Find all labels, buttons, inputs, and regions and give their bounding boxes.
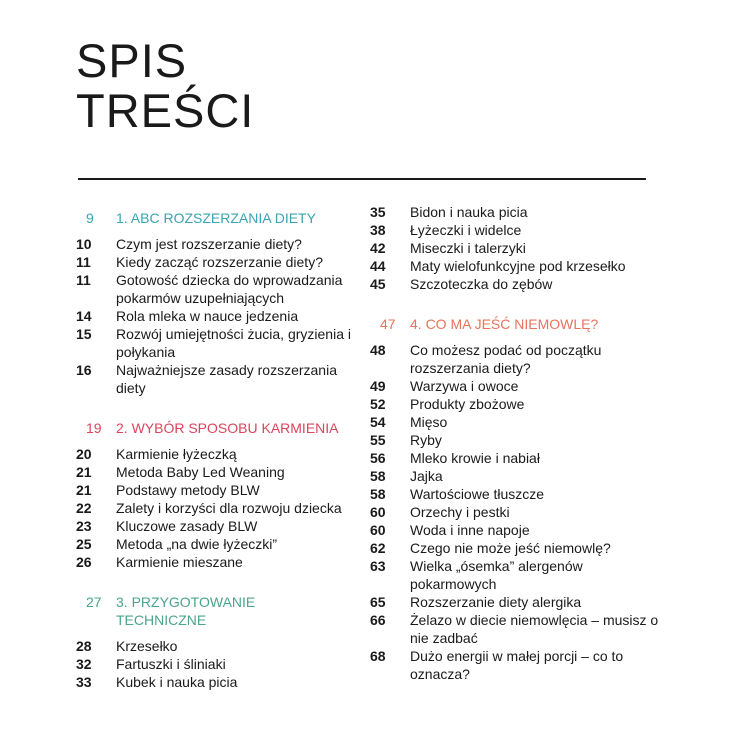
toc-entry[interactable] [370,449,660,467]
toc-entry[interactable] [76,499,366,517]
entry-page-number: 28 [76,638,92,654]
entry-title: Kluczowe zasady BLW [116,518,258,534]
entry-title: Fartuszki i śliniaki [116,656,226,672]
entry-title: Produkty zbożowe [410,396,525,412]
section-page-number: 47 [380,316,396,332]
toc-entry[interactable] [370,239,660,257]
entry-page-number: 44 [370,258,386,274]
entry-page-number: 33 [76,674,92,690]
toc-entry[interactable] [76,673,366,691]
entry-page-number: 11 [76,272,91,288]
entry-page-number: 52 [370,396,386,412]
entry-title: Co możesz podać od początku rozszerzania diety? [410,342,602,376]
toc-entry[interactable] [76,655,366,673]
entry-title: Warzywa i owoce [410,378,519,394]
toc-entry[interactable] [76,325,366,361]
toc-entry[interactable] [76,637,366,655]
toc-entry[interactable] [370,341,660,377]
entry-page-number: 58 [370,486,386,502]
entry-page-number: 23 [76,518,92,534]
entry-title: Mleko krowie i nabiał [410,450,540,466]
entry-title: Rola mleka w nauce jedzenia [116,308,299,324]
toc-section-continued [370,203,660,293]
toc-right-column [370,204,660,695]
entry-title: Wartościowe tłuszcze [410,486,545,502]
toc-entry[interactable] [76,535,366,553]
entry-page-number: 66 [370,612,386,628]
entry-page-number: 63 [370,558,386,574]
toc-entry[interactable] [370,377,660,395]
entry-page-number: 21 [76,464,92,480]
toc-entry[interactable] [370,257,660,275]
toc-entry[interactable] [370,593,660,611]
entry-title: Gotowość dziecka do wprowadzania pokarmów uzupełniających [116,272,343,306]
toc-entry[interactable] [370,503,660,521]
entry-title: Czym jest rozszerzanie diety? [116,236,302,252]
entry-page-number: 35 [370,204,386,220]
toc-entry[interactable] [370,647,660,683]
toc-entry[interactable] [370,557,660,593]
entry-page-number: 42 [370,240,386,256]
entry-page-number: 60 [370,522,386,538]
entry-page-number: 21 [76,482,92,498]
section-page-number: 19 [86,420,102,436]
section-title: 1. ABC ROZSZERZANIA DIETY [116,210,316,226]
section-heading[interactable] [370,315,660,333]
entry-title: Woda i inne napoje [410,522,530,538]
entry-title: Dużo energii w małej porcji – co to oznacza? [410,648,624,682]
toc-section [370,315,660,683]
entry-title: Metoda „na dwie łyżeczki” [116,536,278,552]
toc-section [76,593,366,691]
section-title: 3. PRZYGOTOWANIE TECHNICZNE [116,594,256,628]
entry-title: Łyżeczki i widelce [410,222,522,238]
entry-title: Kubek i nauka picia [116,674,238,690]
toc-entry[interactable] [76,271,366,307]
toc-entry[interactable] [370,467,660,485]
entry-page-number: 68 [370,648,386,664]
entry-title: Szczoteczka do zębów [410,276,553,292]
entry-page-number: 16 [76,362,92,378]
toc-entry[interactable] [370,521,660,539]
toc-entry[interactable] [76,553,366,571]
entry-title: Zalety i korzyści dla rozwoju dziecka [116,500,342,516]
entry-page-number: 22 [76,500,92,516]
entry-page-number: 32 [76,656,92,672]
toc-entry[interactable] [370,485,660,503]
section-page-number: 9 [86,210,94,226]
entry-page-number: 45 [370,276,386,292]
entry-page-number: 15 [76,326,92,342]
toc-entry[interactable] [76,361,366,397]
toc-entry[interactable] [370,275,660,293]
section-title: 4. CO MA JEŚĆ NIEMOWLĘ? [410,316,599,332]
entry-title: Rozwój umiejętności żucia, gryzienia i połykania [116,326,351,360]
entry-title: Najważniejsze zasady rozszerzania diety [116,362,337,396]
entry-page-number: 10 [76,236,92,252]
entry-page-number: 48 [370,342,386,358]
toc-entry[interactable] [76,253,366,271]
entry-page-number: 14 [76,308,92,324]
entry-page-number: 65 [370,594,386,610]
entry-page-number: 25 [76,536,92,552]
toc-section [76,209,366,397]
title-divider [78,178,646,180]
toc-left-column [76,209,366,703]
entry-title: Czego nie może jeść niemowlę? [410,540,611,556]
section-heading[interactable] [76,419,366,437]
toc-entry[interactable] [370,611,660,647]
entry-page-number: 26 [76,554,92,570]
entry-title: Mięso [410,414,448,430]
entry-page-number: 55 [370,432,386,448]
entry-title: Rozszerzanie diety alergika [410,594,582,610]
entry-title: Kiedy zacząć rozszerzanie diety? [116,254,323,270]
entry-page-number: 56 [370,450,386,466]
entry-title: Karmienie łyżeczką [116,446,237,462]
entry-title: Krzesełko [116,638,178,654]
entry-page-number: 11 [76,254,91,270]
toc-entry[interactable] [370,431,660,449]
entry-page-number: 54 [370,414,386,430]
toc-entry[interactable] [76,517,366,535]
entry-page-number: 49 [370,378,386,394]
section-page-number: 27 [86,594,102,610]
toc-entry[interactable] [370,413,660,431]
entry-title: Orzechy i pestki [410,504,510,520]
toc-entry[interactable] [370,395,660,413]
toc-section [76,419,366,571]
entry-page-number: 58 [370,468,386,484]
section-heading[interactable] [76,593,366,629]
page-title-line-2: TREŚCI [76,84,255,137]
entry-page-number: 62 [370,540,386,556]
page-title-line-1: SPIS [76,34,188,87]
toc-entry[interactable] [370,221,660,239]
entry-title: Jajka [410,468,443,484]
toc-entry[interactable] [76,235,366,253]
entry-page-number: 60 [370,504,386,520]
entry-title: Podstawy metody BLW [116,482,260,498]
entry-title: Wielka „ósemka” alergenów pokarmowych [410,558,583,592]
entry-title: Metoda Baby Led Weaning [116,464,285,480]
entry-title: Bidon i nauka picia [410,204,528,220]
entry-title: Ryby [410,432,442,448]
toc-entry[interactable] [370,539,660,557]
section-title: 2. WYBÓR SPOSOBU KARMIENIA [116,420,339,436]
entry-page-number: 20 [76,446,92,462]
page-title [76,36,254,136]
entry-title: Miseczki i talerzyki [410,240,526,256]
toc-entry[interactable] [76,307,366,325]
entry-title: Karmienie mieszane [116,554,243,570]
toc-entry[interactable] [76,445,366,463]
entry-title: Maty wielofunkcyjne pod krzesełko [410,258,626,274]
entry-page-number: 38 [370,222,386,238]
toc-entry[interactable] [76,481,366,499]
toc-entry[interactable] [370,203,660,221]
toc-entry[interactable] [76,463,366,481]
section-heading[interactable] [76,209,366,227]
entry-title: Żelazo w diecie niemowlęcia – musisz o nie zadbać [410,612,659,646]
